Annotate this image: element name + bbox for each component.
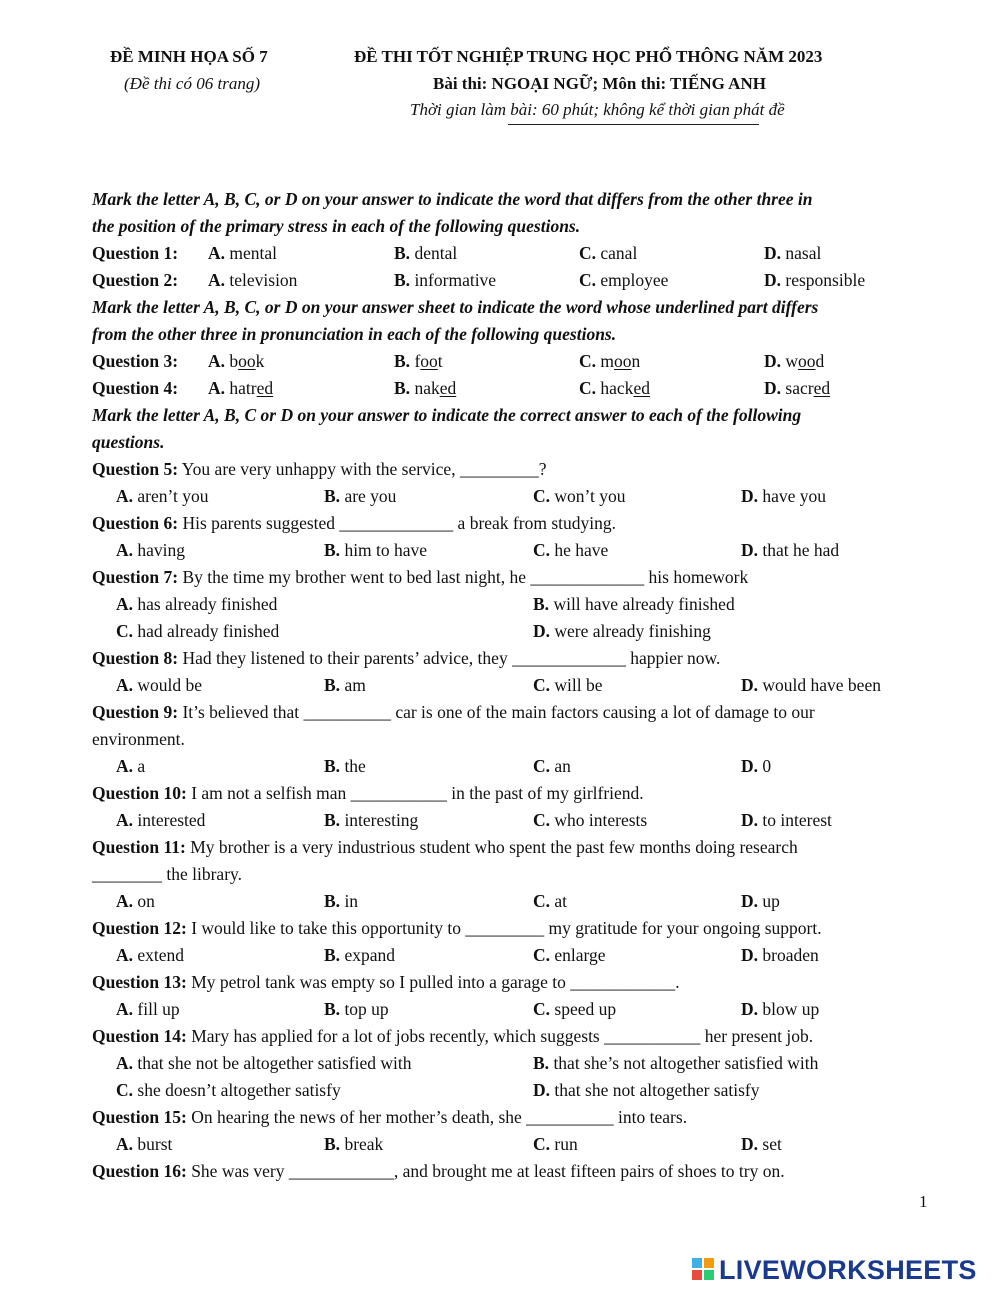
question-9-text: It’s believed that __________ car is one of the main factors causing a lot of damage to our bbox=[178, 702, 815, 722]
option-text: are you bbox=[344, 486, 397, 506]
section-1-instruction-line-1: Mark the letter A, B, C, or D on your answer to indicate the word that differs from the other three in bbox=[92, 189, 813, 209]
option-letter: B. bbox=[394, 351, 411, 371]
option-letter: B. bbox=[324, 945, 341, 965]
option-letter: C. bbox=[116, 621, 134, 641]
underlined-part: oo bbox=[798, 351, 816, 371]
question-6-option-c[interactable] bbox=[533, 537, 608, 564]
question-16-stem bbox=[92, 1158, 922, 1185]
option-letter: D. bbox=[741, 945, 759, 965]
question-15-options bbox=[92, 1131, 922, 1158]
question-12-label: Question 12: bbox=[92, 918, 187, 938]
question-2-label: Question 2: bbox=[92, 270, 179, 290]
question-7-options-row-1 bbox=[92, 591, 922, 618]
option-text: burst bbox=[137, 1134, 173, 1154]
question-10-label: Question 10: bbox=[92, 783, 187, 803]
question-11-stem bbox=[92, 834, 922, 861]
word-part: m bbox=[600, 351, 615, 371]
question-13-stem bbox=[92, 969, 922, 996]
underlined-part: oo bbox=[614, 351, 632, 371]
question-1 bbox=[92, 240, 922, 267]
question-10-text: I am not a selfish man ___________ in the past of my girlfriend. bbox=[186, 783, 644, 803]
option-text: top up bbox=[344, 999, 389, 1019]
option-letter: C. bbox=[116, 1080, 134, 1100]
option-letter: A. bbox=[116, 810, 134, 830]
option-text: informative bbox=[414, 270, 497, 290]
option-letter: B. bbox=[394, 378, 411, 398]
underlined-part: ed bbox=[256, 378, 274, 398]
question-5-option-d[interactable] bbox=[741, 483, 826, 510]
question-1-option-a[interactable] bbox=[208, 240, 277, 267]
option-letter: C. bbox=[533, 891, 551, 911]
underlined-part: ed bbox=[633, 378, 650, 398]
option-letter: A. bbox=[116, 594, 134, 614]
option-letter: B. bbox=[533, 594, 550, 614]
option-text: in bbox=[344, 891, 359, 911]
option-letter: B. bbox=[394, 270, 411, 290]
header-underline bbox=[508, 124, 759, 125]
liveworksheets-logo-icon bbox=[692, 1258, 716, 1282]
option-text: nasal bbox=[785, 243, 822, 263]
question-8-option-c[interactable] bbox=[533, 672, 603, 699]
question-7-text: By the time my brother went to bed last night, he _____________ his homework bbox=[178, 567, 749, 587]
question-4 bbox=[92, 375, 922, 402]
question-3-option-c[interactable] bbox=[579, 348, 640, 375]
section-3-instruction-line-1: Mark the letter A, B, C or D on your answer to indicate the correct answer to each of the following bbox=[92, 405, 802, 425]
option-text: having bbox=[137, 540, 186, 560]
question-14-label: Question 14: bbox=[92, 1026, 187, 1046]
option-text: will be bbox=[554, 675, 603, 695]
question-9-option-b[interactable] bbox=[324, 753, 366, 780]
word-part: hack bbox=[600, 378, 634, 398]
exam-subject-line: Bài thi: NGOẠI NGỮ; Môn thi: TIẾNG ANH bbox=[433, 74, 766, 93]
question-5-stem bbox=[92, 456, 922, 483]
option-text: interested bbox=[137, 810, 206, 830]
option-text: will have already finished bbox=[553, 594, 735, 614]
question-16-label: Question 16: bbox=[92, 1161, 187, 1181]
option-text: am bbox=[344, 675, 366, 695]
option-text: were already finishing bbox=[554, 621, 711, 641]
option-text: break bbox=[344, 1134, 384, 1154]
question-15-option-d[interactable] bbox=[741, 1131, 782, 1158]
option-letter: D. bbox=[741, 675, 759, 695]
option-text: 0 bbox=[762, 756, 772, 776]
option-text: who interests bbox=[554, 810, 648, 830]
question-7-option-a[interactable] bbox=[116, 591, 277, 618]
option-text: mental bbox=[229, 243, 278, 263]
question-5-label: Question 5: bbox=[92, 459, 179, 479]
option-letter: C. bbox=[579, 351, 597, 371]
option-letter: D. bbox=[741, 486, 759, 506]
question-12-options bbox=[92, 942, 922, 969]
option-letter: A. bbox=[116, 486, 134, 506]
question-9-stem bbox=[92, 699, 922, 726]
question-10-options bbox=[92, 807, 922, 834]
question-13-text: My petrol tank was empty so I pulled into a garage to ____________. bbox=[186, 972, 680, 992]
question-8-option-a[interactable] bbox=[116, 672, 202, 699]
option-letter: A. bbox=[116, 1053, 134, 1073]
question-14-stem bbox=[92, 1023, 922, 1050]
section-2-instruction-line-2: from the other three in pronunciation in each of the following questions. bbox=[92, 324, 617, 344]
option-letter: A. bbox=[208, 378, 226, 398]
option-letter: B. bbox=[324, 891, 341, 911]
question-9-stem-continued: environment. bbox=[92, 729, 185, 749]
option-letter: B. bbox=[324, 1134, 341, 1154]
option-letter: B. bbox=[324, 810, 341, 830]
question-1-label: Question 1: bbox=[92, 243, 179, 263]
question-9-options bbox=[92, 753, 922, 780]
option-letter: C. bbox=[533, 675, 551, 695]
question-3-option-b[interactable] bbox=[394, 348, 443, 375]
underlined-part: oo bbox=[238, 351, 256, 371]
question-10-stem bbox=[92, 780, 922, 807]
option-letter: A. bbox=[116, 540, 134, 560]
option-letter: C. bbox=[579, 243, 597, 263]
question-5-option-a[interactable] bbox=[116, 483, 209, 510]
question-13-label: Question 13: bbox=[92, 972, 187, 992]
option-letter: A. bbox=[116, 945, 134, 965]
option-text: that she not altogether satisfy bbox=[554, 1080, 760, 1100]
exam-main-title: ĐỀ THI TỐT NGHIỆP TRUNG HỌC PHỔ THÔNG NĂM 2023 bbox=[354, 47, 823, 66]
question-14-options-row-2 bbox=[92, 1077, 922, 1104]
question-13-options bbox=[92, 996, 922, 1023]
question-11-options bbox=[92, 888, 922, 915]
option-letter: D. bbox=[741, 1134, 759, 1154]
underlined-part: ed bbox=[813, 378, 831, 398]
liveworksheets-logo bbox=[692, 1255, 977, 1285]
option-letter: C. bbox=[579, 270, 597, 290]
question-3-option-d[interactable] bbox=[764, 348, 824, 375]
option-text: the bbox=[344, 756, 366, 776]
question-6-text: His parents suggested _____________ a break from studying. bbox=[178, 513, 616, 533]
option-letter: D. bbox=[741, 891, 759, 911]
underlined-part: oo bbox=[420, 351, 438, 371]
option-letter: B. bbox=[324, 675, 341, 695]
question-11-stem-continued: ________ the library. bbox=[92, 864, 243, 884]
question-4-option-a[interactable] bbox=[208, 375, 273, 402]
option-text: him to have bbox=[344, 540, 428, 560]
question-8-stem bbox=[92, 645, 922, 672]
option-text: responsible bbox=[785, 270, 866, 290]
exam-code-title: ĐỀ MINH HỌA SỐ 7 bbox=[110, 47, 268, 66]
option-letter: A. bbox=[116, 1134, 134, 1154]
question-13-option-d[interactable] bbox=[741, 996, 819, 1023]
option-letter: A. bbox=[208, 270, 226, 290]
question-7-option-b[interactable] bbox=[533, 591, 735, 618]
question-11-option-c[interactable] bbox=[533, 888, 567, 915]
word-part: hatr bbox=[229, 378, 257, 398]
option-letter: D. bbox=[741, 756, 759, 776]
question-3-option-a[interactable] bbox=[208, 348, 264, 375]
word-part: b bbox=[229, 351, 239, 371]
question-11-option-d[interactable] bbox=[741, 888, 780, 915]
option-text: employee bbox=[600, 270, 669, 290]
underlined-part: ed bbox=[439, 378, 457, 398]
question-6-option-a[interactable] bbox=[116, 537, 185, 564]
option-text: have you bbox=[762, 486, 827, 506]
option-letter: D. bbox=[764, 243, 782, 263]
question-6-option-d[interactable] bbox=[741, 537, 839, 564]
question-5-option-b[interactable] bbox=[324, 483, 396, 510]
question-14-option-a[interactable] bbox=[116, 1050, 412, 1077]
question-6-option-b[interactable] bbox=[324, 537, 427, 564]
option-text: would have been bbox=[762, 675, 881, 695]
option-letter: D. bbox=[764, 351, 782, 371]
option-text: that she not be altogether satisfied with bbox=[137, 1053, 412, 1073]
question-4-option-d[interactable] bbox=[764, 375, 830, 402]
question-5-option-c[interactable] bbox=[533, 483, 626, 510]
question-7-option-c[interactable] bbox=[116, 618, 279, 645]
question-9-option-c[interactable] bbox=[533, 753, 571, 780]
option-text: she doesn’t altogether satisfy bbox=[137, 1080, 341, 1100]
question-5-text: You are very unhappy with the service, _________? bbox=[178, 459, 547, 479]
question-3 bbox=[92, 348, 922, 375]
question-11-text: My brother is a very industrious student who spent the past few months doing research bbox=[185, 837, 798, 857]
question-9-option-d[interactable] bbox=[741, 753, 771, 780]
question-2-option-b[interactable] bbox=[394, 267, 496, 294]
question-16-text: She was very ____________, and brought me at least fifteen pairs of shoes to try on. bbox=[186, 1161, 785, 1181]
question-1-option-b[interactable] bbox=[394, 240, 457, 267]
word-part: f bbox=[414, 351, 421, 371]
question-12-option-a[interactable] bbox=[116, 942, 184, 969]
question-8-options bbox=[92, 672, 922, 699]
option-text: at bbox=[554, 891, 568, 911]
option-text: has already finished bbox=[137, 594, 278, 614]
question-4-option-b[interactable] bbox=[394, 375, 456, 402]
option-text: won’t you bbox=[554, 486, 626, 506]
option-text: set bbox=[762, 1134, 782, 1154]
question-6-options bbox=[92, 537, 922, 564]
option-letter: C. bbox=[533, 999, 551, 1019]
question-11-option-b[interactable] bbox=[324, 888, 358, 915]
option-letter: B. bbox=[324, 540, 341, 560]
page-count-note: (Đề thi có 06 trang) bbox=[124, 74, 260, 93]
question-10-option-d[interactable] bbox=[741, 807, 832, 834]
question-14-text: Mary has applied for a lot of jobs recently, which suggests ___________ her present job. bbox=[186, 1026, 814, 1046]
section-2-instruction-line-1: Mark the letter A, B, C, or D on your answer sheet to indicate the word whose underlined part differs bbox=[92, 297, 819, 317]
option-letter: B. bbox=[324, 756, 341, 776]
option-text: that he had bbox=[762, 540, 840, 560]
option-letter: C. bbox=[533, 486, 551, 506]
question-14-option-d[interactable] bbox=[533, 1077, 759, 1104]
option-letter: D. bbox=[764, 270, 782, 290]
question-15-option-c[interactable] bbox=[533, 1131, 578, 1158]
option-text: to interest bbox=[762, 810, 832, 830]
question-10-option-b[interactable] bbox=[324, 807, 418, 834]
question-9-label: Question 9: bbox=[92, 702, 179, 722]
option-text: a bbox=[137, 756, 146, 776]
question-8-text: Had they listened to their parents’ advice, they _____________ happier now. bbox=[178, 648, 721, 668]
question-2-option-d[interactable] bbox=[764, 267, 865, 294]
option-letter: C. bbox=[533, 945, 551, 965]
word-part: sacr bbox=[785, 378, 814, 398]
option-letter: B. bbox=[394, 243, 411, 263]
option-text: he have bbox=[554, 540, 609, 560]
word-part: w bbox=[785, 351, 799, 371]
question-9-option-a[interactable] bbox=[116, 753, 145, 780]
question-15-option-a[interactable] bbox=[116, 1131, 172, 1158]
option-letter: A. bbox=[116, 999, 134, 1019]
question-13-option-c[interactable] bbox=[533, 996, 616, 1023]
option-text: up bbox=[762, 891, 780, 911]
option-text: broaden bbox=[762, 945, 819, 965]
option-text: enlarge bbox=[554, 945, 606, 965]
option-letter: A. bbox=[208, 351, 226, 371]
option-letter: D. bbox=[533, 621, 551, 641]
question-13-option-b[interactable] bbox=[324, 996, 389, 1023]
question-14-options-row-1 bbox=[92, 1050, 922, 1077]
option-letter: B. bbox=[324, 999, 341, 1019]
option-text: aren’t you bbox=[137, 486, 209, 506]
option-text: an bbox=[554, 756, 571, 776]
option-letter: A. bbox=[116, 675, 134, 695]
question-15-stem bbox=[92, 1104, 922, 1131]
liveworksheets-logo-text: LIVEWORKSHEETS bbox=[719, 1254, 977, 1285]
question-7-label: Question 7: bbox=[92, 567, 179, 587]
section-3-instruction-line-2: questions. bbox=[92, 432, 165, 452]
question-4-label: Question 4: bbox=[92, 378, 179, 398]
word-part: nak bbox=[414, 378, 440, 398]
question-12-option-c[interactable] bbox=[533, 942, 606, 969]
question-15-option-b[interactable] bbox=[324, 1131, 383, 1158]
option-letter: D. bbox=[764, 378, 782, 398]
question-3-label: Question 3: bbox=[92, 351, 179, 371]
question-12-option-d[interactable] bbox=[741, 942, 819, 969]
question-2-option-a[interactable] bbox=[208, 267, 297, 294]
option-letter: D. bbox=[741, 810, 759, 830]
question-8-option-d[interactable] bbox=[741, 672, 881, 699]
question-11-label: Question 11: bbox=[92, 837, 186, 857]
option-text: television bbox=[229, 270, 298, 290]
page-number: 1 bbox=[919, 1192, 928, 1211]
question-10-option-a[interactable] bbox=[116, 807, 205, 834]
question-14-option-c[interactable] bbox=[116, 1077, 341, 1104]
question-1-option-c[interactable] bbox=[579, 240, 637, 267]
option-letter: B. bbox=[533, 1053, 550, 1073]
question-12-text: I would like to take this opportunity to _________ my gratitude for your ongoing support. bbox=[186, 918, 822, 938]
question-15-label: Question 15: bbox=[92, 1107, 187, 1127]
option-letter: C. bbox=[533, 810, 551, 830]
option-letter: A. bbox=[116, 756, 134, 776]
word-part: d bbox=[815, 351, 825, 371]
question-12-option-b[interactable] bbox=[324, 942, 395, 969]
question-13-option-a[interactable] bbox=[116, 996, 180, 1023]
question-11-option-a[interactable] bbox=[116, 888, 155, 915]
word-part: t bbox=[437, 351, 443, 371]
question-2-option-c[interactable] bbox=[579, 267, 668, 294]
word-part: k bbox=[255, 351, 265, 371]
option-text: interesting bbox=[344, 810, 419, 830]
question-14-option-b[interactable] bbox=[533, 1050, 818, 1077]
option-text: extend bbox=[137, 945, 185, 965]
question-8-option-b[interactable] bbox=[324, 672, 366, 699]
question-7-options-row-2 bbox=[92, 618, 922, 645]
option-text: speed up bbox=[554, 999, 617, 1019]
option-text: had already finished bbox=[137, 621, 280, 641]
question-5-options bbox=[92, 483, 922, 510]
option-text: run bbox=[554, 1134, 578, 1154]
question-7-option-d[interactable] bbox=[533, 618, 711, 645]
question-6-label: Question 6: bbox=[92, 513, 179, 533]
question-8-label: Question 8: bbox=[92, 648, 179, 668]
exam-content bbox=[92, 186, 922, 1185]
option-letter: C. bbox=[533, 540, 551, 560]
option-letter: D. bbox=[533, 1080, 551, 1100]
question-15-text: On hearing the news of her mother’s death, she __________ into tears. bbox=[186, 1107, 688, 1127]
option-letter: C. bbox=[579, 378, 597, 398]
question-4-option-c[interactable] bbox=[579, 375, 650, 402]
exam-time-line: Thời gian làm bài: 60 phút; không kể thời gian phát đề bbox=[410, 100, 785, 119]
question-12-stem bbox=[92, 915, 922, 942]
question-7-stem bbox=[92, 564, 922, 591]
option-letter: B. bbox=[324, 486, 341, 506]
option-text: that she’s not altogether satisfied with bbox=[553, 1053, 819, 1073]
question-10-option-c[interactable] bbox=[533, 807, 647, 834]
option-text: dental bbox=[414, 243, 458, 263]
question-2 bbox=[92, 267, 922, 294]
question-1-option-d[interactable] bbox=[764, 240, 821, 267]
option-letter: D. bbox=[741, 540, 759, 560]
option-letter: C. bbox=[533, 756, 551, 776]
option-letter: C. bbox=[533, 1134, 551, 1154]
word-part: n bbox=[631, 351, 641, 371]
option-text: blow up bbox=[762, 999, 820, 1019]
option-letter: A. bbox=[208, 243, 226, 263]
option-letter: A. bbox=[116, 891, 134, 911]
option-text: would be bbox=[137, 675, 203, 695]
question-6-stem bbox=[92, 510, 922, 537]
option-text: canal bbox=[600, 243, 638, 263]
option-text: on bbox=[137, 891, 155, 911]
section-1-instruction-line-2: the position of the primary stress in each of the following questions. bbox=[92, 216, 581, 236]
option-letter: D. bbox=[741, 999, 759, 1019]
option-text: expand bbox=[344, 945, 395, 965]
option-text: fill up bbox=[137, 999, 180, 1019]
